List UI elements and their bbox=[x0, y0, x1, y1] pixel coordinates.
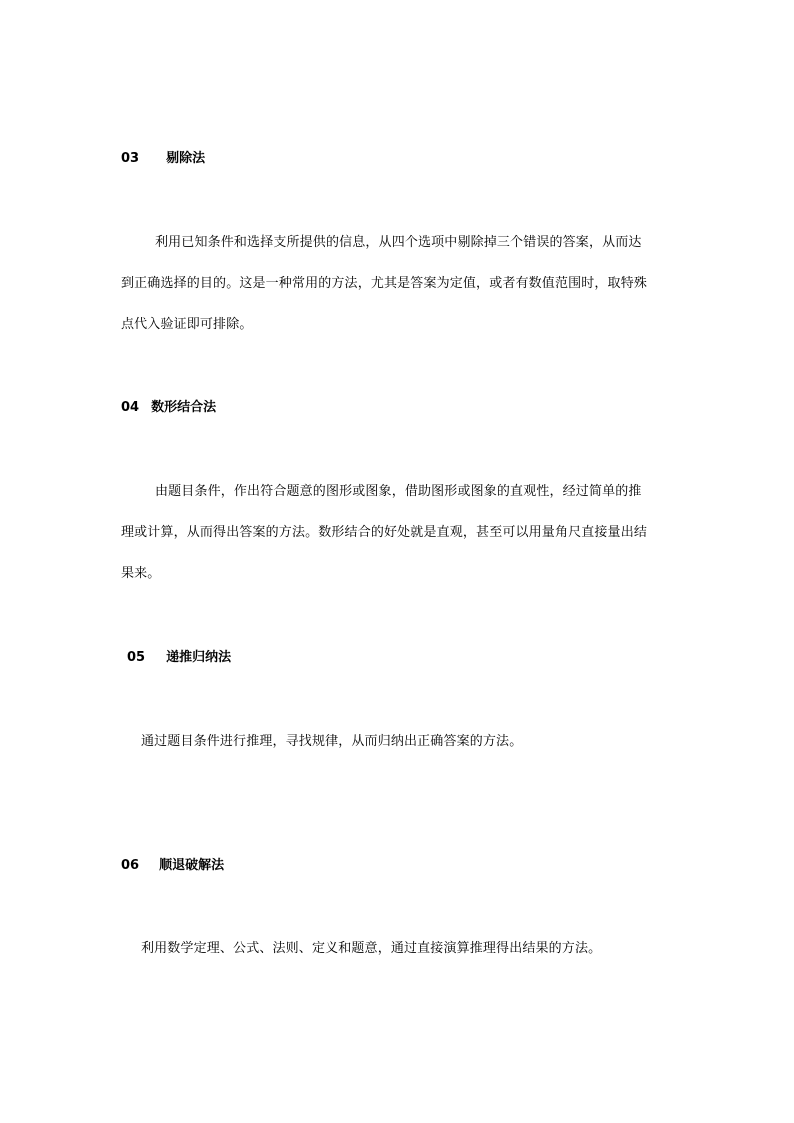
section-heading-03 bbox=[121, 151, 205, 167]
section-number: 05 bbox=[127, 650, 146, 665]
paragraph-line: 利用已知条件和选择支所提供的信息，从四个选项中剔除掉三个错误的答案，从而达 bbox=[155, 235, 642, 250]
paragraph-line: 通过题目条件进行推理，寻找规律，从而归纳出正确答案的方法。 bbox=[141, 734, 523, 749]
paragraph-line: 点代入验证即可排除。 bbox=[121, 317, 253, 332]
paragraph-line: 利用数学定理、公式、法则、定义和题意，通过直接演算推理得出结果的方法。 bbox=[141, 941, 602, 956]
section-title: 数形结合法 bbox=[151, 400, 217, 415]
section-heading-05 bbox=[127, 650, 231, 666]
section-title: 顺退破解法 bbox=[159, 858, 225, 873]
section-heading-04 bbox=[121, 400, 216, 416]
section-title: 剔除法 bbox=[166, 151, 206, 166]
paragraph-line: 由题目条件，作出符合题意的图形或图象，借助图形或图象的直观性，经过简单的推 bbox=[155, 484, 642, 499]
section-number: 04 bbox=[121, 400, 140, 415]
section-title: 递推归纳法 bbox=[166, 650, 232, 665]
section-heading-06 bbox=[121, 858, 224, 874]
section-number: 03 bbox=[121, 151, 140, 166]
paragraph-line: 到正确选择的目的。这是一种常用的方法，尤其是答案为定值，或者有数值范围时，取特殊 bbox=[121, 276, 648, 291]
paragraph-line: 果来。 bbox=[121, 566, 161, 581]
paragraph-line: 理或计算，从而得出答案的方法。数形结合的好处就是直观，甚至可以用量角尺直接量出结 bbox=[121, 525, 648, 540]
section-number: 06 bbox=[121, 858, 140, 873]
